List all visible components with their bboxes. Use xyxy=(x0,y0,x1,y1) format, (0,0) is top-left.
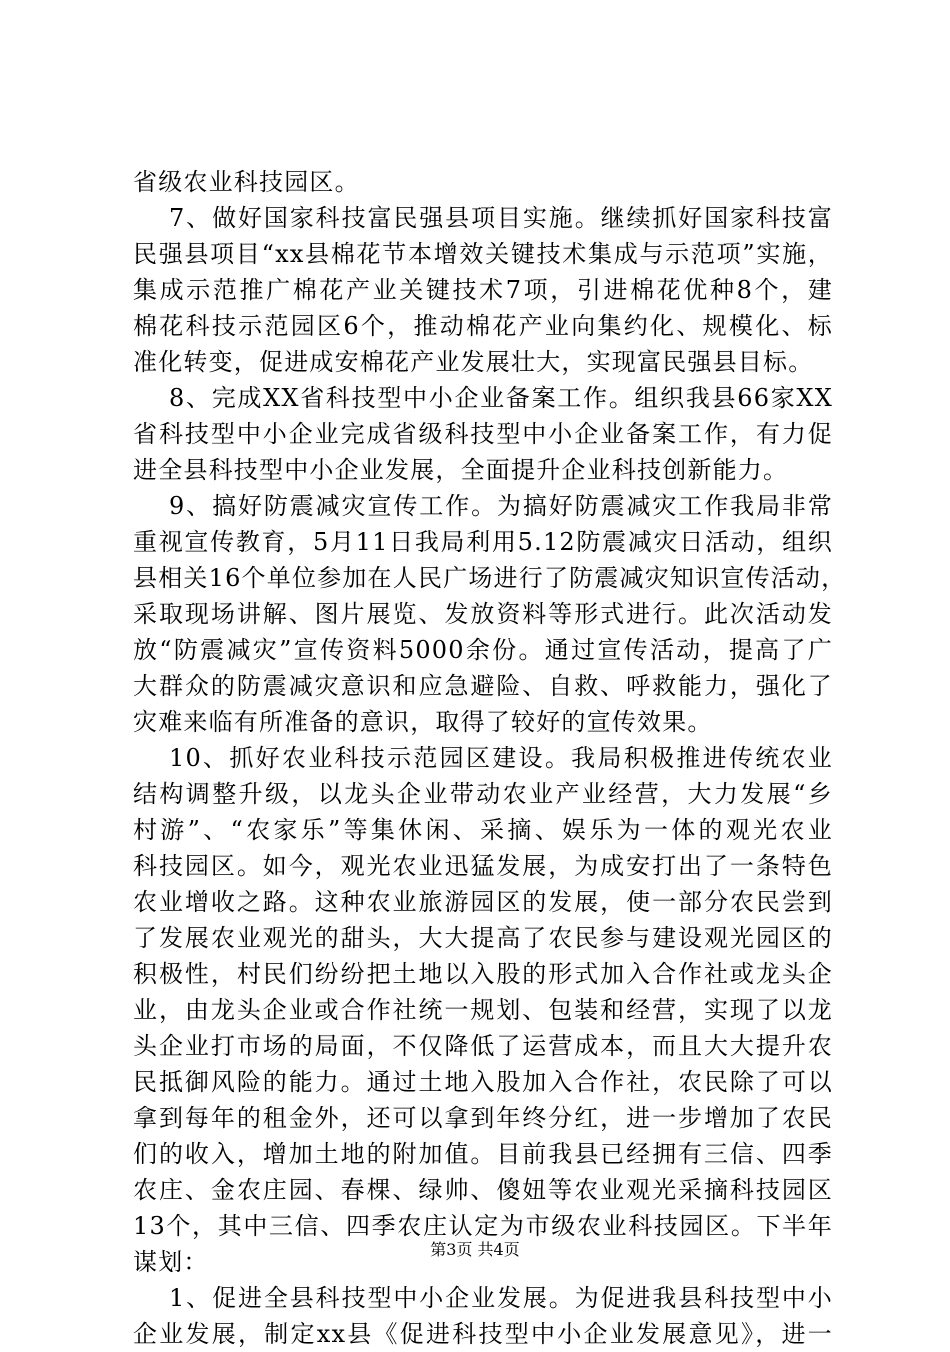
page-footer: 第3页 共4页 xyxy=(430,1240,520,1259)
text-line: 科技园区。如今，观光农业迅猛发展，为成安打出了一条特色 xyxy=(133,852,833,880)
text-line: 们的收入，增加土地的附加值。目前我县已经拥有三信、四季 xyxy=(133,1140,833,1168)
text-line: 省科技型中小企业完成省级科技型中小企业备案工作，有力促 xyxy=(133,420,833,448)
text-line: 企业发展，制定xx县《促进科技型中小企业发展意见》，进一 xyxy=(133,1320,833,1348)
text-line: 民抵御风险的能力。通过土地入股加入合作社，农民除了可以 xyxy=(133,1068,833,1096)
text-line: 积极性，村民们纷纷把土地以入股的形式加入合作社或龙头企 xyxy=(133,960,833,988)
text-line: 进全县科技型中小企业发展，全面提升企业科技创新能力。 xyxy=(133,456,789,484)
text-line: 9、搞好防震减灾宣传工作。为搞好防震减灾工作我局非常 xyxy=(169,492,833,520)
text-line: 业，由龙头企业或合作社统一规划、包装和经营，实现了以龙 xyxy=(133,996,833,1024)
text-line: 准化转变，促进成安棉花产业发展壮大，实现富民强县目标。 xyxy=(133,348,814,376)
text-line: 大群众的防震减灾意识和应急避险、自救、呼救能力，强化了 xyxy=(133,672,833,700)
document-body xyxy=(133,164,847,1352)
text-line: 13个，其中三信、四季农庄认定为市级农业科技园区。下半年 xyxy=(133,1212,833,1240)
text-line: 结构调整升级，以龙头企业带动农业产业经营，大力发展“乡 xyxy=(133,780,833,808)
text-line: 灾难来临有所准备的意识，取得了较好的宣传效果。 xyxy=(133,708,713,736)
text-line: 1、促进全县科技型中小企业发展。为促进我县科技型中小 xyxy=(169,1284,833,1312)
text-line: 拿到每年的租金外，还可以拿到年终分红，进一步增加了农民 xyxy=(133,1104,833,1132)
text-line: 集成示范推广棉花产业关键技术7项，引进棉花优种8个，建 xyxy=(133,276,833,304)
text-line: 村游”、“农家乐”等集休闲、采摘、娱乐为一体的观光农业 xyxy=(133,816,833,844)
text-line: 县相关16个单位参加在人民广场进行了防震减灾知识宣传活动， xyxy=(133,564,847,592)
text-line: 省级农业科技园区。 xyxy=(133,168,360,196)
text-line: 农庄、金农庄园、春棵、绿帅、傻妞等农业观光采摘科技园区 xyxy=(133,1176,833,1204)
text-line: 8、完成XX省科技型中小企业备案工作。组织我县66家XX xyxy=(169,384,833,412)
text-line: 谋划： xyxy=(133,1248,209,1276)
text-line: 民强县项目“xx县棉花节本增效关键技术集成与示范项”实施， xyxy=(133,240,833,268)
text-line: 重视宣传教育，5月11日我局利用5.12防震减灾日活动，组织 xyxy=(133,528,833,556)
text-line: 农业增收之路。这种农业旅游园区的发展，使一部分农民尝到 xyxy=(133,888,833,916)
text-line: 了发展农业观光的甜头，大大提高了农民参与建设观光园区的 xyxy=(133,924,833,952)
text-line: 采取现场讲解、图片展览、发放资料等形式进行。此次活动发 xyxy=(133,600,833,628)
text-line: 10、抓好农业科技示范园区建设。我局积极推进传统农业 xyxy=(169,744,833,772)
text-line: 7、做好国家科技富民强县项目实施。继续抓好国家科技富 xyxy=(169,204,833,232)
text-line: 头企业打市场的局面，不仅降低了运营成本，而且大大提升农 xyxy=(133,1032,833,1060)
text-line: 放“防震减灾”宣传资料5000余份。通过宣传活动，提高了广 xyxy=(133,636,833,664)
text-line: 棉花科技示范园区6个，推动棉花产业向集约化、规模化、标 xyxy=(133,312,833,340)
